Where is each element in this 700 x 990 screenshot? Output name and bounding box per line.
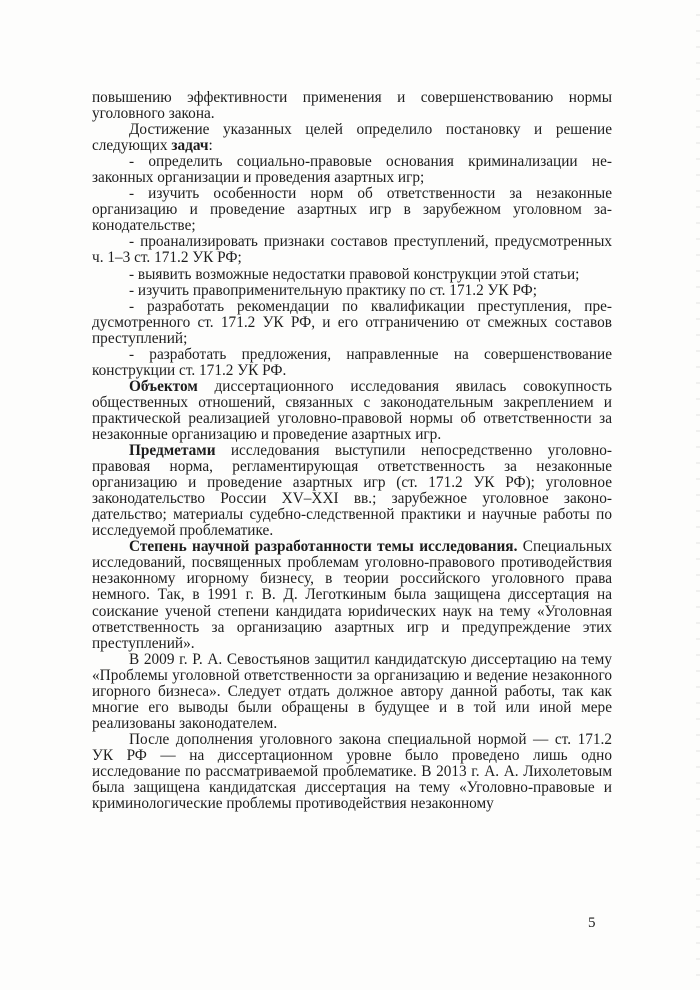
tasks-intro-text: Достижение указанных целей определило постановку и решение следующих <box>92 121 612 155</box>
scan-edge <box>696 0 700 990</box>
paragraph-degree <box>92 539 612 651</box>
paragraph-object <box>92 379 612 443</box>
subject-text: исследования выступили непосредственно уголовно-правовая норма, регламентирующая ответственность за незаконные организацию и проведение азартных игр (ст. 171.2 УК РФ); уголовное законодательство России XV–XXI вв.; зарубежное уголовное законодательство; материалы судебно-следственной практики и научные работы по исследуемой проблематике. <box>92 442 612 540</box>
task-item-4: - выявить возможные недостатки правовой конструкции этой статьи; <box>129 265 580 283</box>
paragraph-subject <box>92 443 612 539</box>
paragraph-tasks-intro <box>92 122 612 154</box>
object-keyword: Объектом <box>129 377 198 395</box>
tasks-keyword: задач <box>171 137 209 155</box>
page-number: 5 <box>588 915 596 931</box>
task-item-6: - разработать рекомендации по квалификации преступления, предусмотренного ст. 171.2 УК РФ, и его отграничению от смежных составов преступлений; <box>92 297 612 347</box>
paragraph-2009: В 2009 г. Р. А. Севостьянов защитил кандидатскую диссертацию на тему «Проблемы уголовной ответственности за организацию и ведение незаконного игорного бизнеса». Следует отдать должное автору данной работы, так как многие его выводы были обращены в будущее и в той или иной мере реализованы законодателем. <box>92 650 612 732</box>
paragraph-intro: повышению эффективности применения и совершенствованию нормы уголовного закона. <box>92 89 612 123</box>
task-item-5: - изучить правоприменительную практику по ст. 171.2 УК РФ; <box>129 281 537 299</box>
paragraph-after-amendment: После дополнения уголовного закона специальной нормой — ст. 171.2 УК РФ — на диссертационном уровне было проведено лишь одно исследование по рассматриваемой проблематике. В 2013 г. А. А. Лихолетовым была защищена кандидатская диссертация на тему «Уголовно-правовые и криминологические проблемы противодействия незаконному <box>92 730 612 813</box>
task-item-3: - проанализировать признаки составов преступлений, предусмотренных ч. 1–3 ст. 171.2 УК РФ; <box>92 233 612 267</box>
page-body <box>92 90 612 812</box>
object-text: диссертационного исследования явилась совокупность общественных отношений, связанных с законодательным закреплением и практической реализацией уголовно-правовой нормы об ответственности за незаконные организацию и проведение азартных игр. <box>92 377 612 443</box>
tasks-colon: : <box>208 137 213 155</box>
task-item-7: - разработать предложения, направленные на совершенствование конструкции ст. 171.2 УК РФ. <box>92 345 612 379</box>
subject-keyword: Предметами <box>129 442 216 460</box>
degree-heading: Степень научной разработанности темы исследования. <box>129 538 518 556</box>
task-item-2: - изучить особенности норм об ответственности за незаконные организацию и проведение азартных игр в зарубежном уголовном законодательстве; <box>92 185 612 235</box>
degree-text: Специальных исследований, посвященных проблемам уголовно-правового противодействия незаконному игорному бизнесу, в теории российского уголовного права немного. Так, в 1991 г. В. Д. Леготкиным была защищена диссертация на соискание ученой степени кандидата юриdических наук на тему «Уголовная ответственность за организацию азартных игр и предупреждение этих преступлений». <box>92 538 612 652</box>
task-item-1: - определить социально-правовые основания криминализации незаконных организации и проведения азартных игр; <box>92 153 612 187</box>
